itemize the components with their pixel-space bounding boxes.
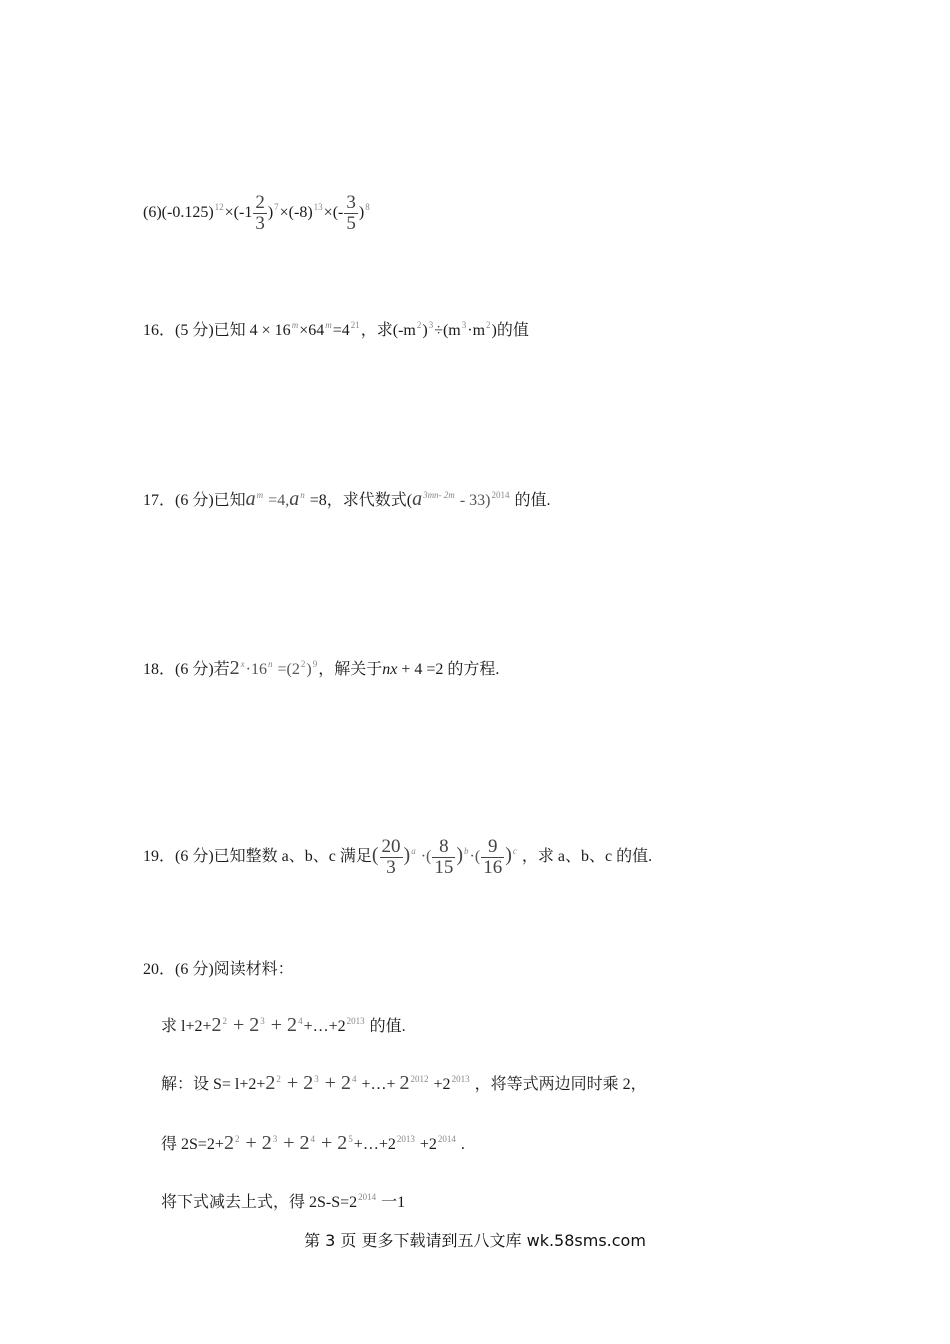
text: ·16 — [245, 661, 267, 678]
exponent: x — [240, 659, 245, 669]
text: - 33) — [455, 492, 491, 509]
paren: ( — [371, 844, 379, 867]
exponent: 2 — [300, 659, 306, 669]
exponent: 3mn- 2m — [423, 490, 455, 500]
text: 20．(6 分)阅读材料： — [143, 961, 294, 978]
text: ，解关于 — [318, 661, 383, 678]
exponent: 3 — [314, 1074, 319, 1084]
text: =4 — [332, 322, 350, 339]
text: ×(-1 — [224, 204, 253, 222]
text: 一1 — [377, 1194, 406, 1211]
variable: a — [289, 488, 300, 510]
text: 将下式减去上式，得 2S-S=2 — [161, 1194, 358, 1211]
exponent: b — [464, 846, 469, 857]
fraction — [344, 193, 358, 234]
text: +…+2 — [353, 1136, 396, 1153]
text: ，求 a、b、c 的值. — [517, 848, 653, 866]
page-footer: 第 3 页 更多下载请到五八文库 wk.58sms.com — [304, 1231, 646, 1250]
term: + 2 — [281, 1072, 314, 1094]
numerator: 3 — [346, 192, 356, 213]
exponent: 7 — [274, 202, 279, 213]
exponent: a — [411, 846, 416, 857]
text: ·( — [469, 848, 481, 866]
question-18 — [143, 658, 499, 680]
term: + 2 — [316, 1132, 348, 1154]
exponent: 2014 — [437, 1134, 456, 1144]
exponent: 2 — [234, 1134, 240, 1144]
text: 解：设 S= l+2+ — [161, 1076, 266, 1093]
text: ÷(m — [434, 322, 461, 339]
text: . — [456, 1136, 465, 1153]
fraction — [380, 837, 403, 878]
exponent: 21 — [350, 320, 360, 330]
text: 17．(6 分)已知 — [143, 492, 246, 509]
exponent: c — [512, 846, 517, 857]
exponent: m — [291, 320, 299, 330]
exponent: 5 — [348, 1134, 353, 1144]
numerator: 9 — [487, 836, 498, 857]
question-17 — [143, 489, 550, 511]
text: 16．(5 分)已知 4 × 16 — [143, 322, 291, 339]
exponent: n — [268, 659, 273, 669]
variable: nx — [382, 661, 398, 678]
text: +2 — [415, 1136, 437, 1153]
text: +…+ — [357, 1076, 400, 1093]
exponent: 2012 — [410, 1074, 429, 1084]
numerator: 2 — [255, 192, 265, 213]
exponent: 2014 — [491, 490, 510, 500]
text: 的值. — [365, 1018, 406, 1035]
text: 19．(6 分)已知整数 a、b、c 满足 — [143, 848, 372, 866]
text: 求 l+2+ — [161, 1018, 212, 1035]
exponent: 3 — [272, 1134, 278, 1144]
exponent: m — [325, 320, 332, 330]
question-20-step-4 — [161, 1193, 405, 1213]
text: +2 — [429, 1076, 451, 1093]
exponent: 9 — [312, 659, 318, 669]
exponent: 4 — [298, 1016, 303, 1026]
text: ) — [422, 322, 428, 339]
text: ，求(-m — [360, 322, 416, 339]
term: + 2 — [278, 1132, 310, 1154]
term: + 2 — [319, 1072, 351, 1094]
text: ×64 — [299, 322, 325, 339]
text: + 4 =2 的方程. — [397, 661, 500, 678]
exponent: 2013 — [396, 1134, 415, 1144]
fraction — [481, 837, 504, 878]
question-20-step-2 — [161, 1073, 647, 1095]
paren: ) — [456, 844, 464, 867]
question-20-title — [143, 960, 294, 980]
numerator: 20 — [381, 836, 401, 857]
exponent: 2 — [276, 1074, 281, 1084]
term: 2 — [265, 1072, 276, 1094]
text: +…+2 — [303, 1018, 346, 1035]
text: ·( — [416, 848, 432, 866]
text: (6)(-0.125) — [143, 204, 214, 222]
text: ，将等式两边同时乘 2， — [470, 1076, 647, 1093]
question-20-step-1 — [161, 1015, 406, 1037]
exponent: n — [300, 490, 305, 500]
exponent: 2013 — [451, 1074, 470, 1084]
denominator: 15 — [434, 857, 454, 878]
term: 2 — [399, 1072, 410, 1094]
exponent: 3 — [461, 320, 467, 330]
exponent: 3 — [428, 320, 434, 330]
text: =8，求代数式( — [305, 492, 413, 509]
term: 2 — [223, 1132, 234, 1154]
text: ×(-8) — [279, 204, 313, 222]
text: ) — [267, 204, 274, 222]
text: ) — [306, 661, 312, 678]
variable: a — [245, 488, 256, 510]
term: + 2 — [228, 1014, 260, 1036]
exponent: 4 — [351, 1074, 357, 1084]
exponent: 4 — [310, 1134, 316, 1144]
term: + 2 — [265, 1014, 298, 1036]
exponent: 2013 — [346, 1016, 365, 1026]
text: =4, — [264, 492, 290, 509]
base: 2 — [229, 657, 240, 679]
exponent: 12 — [214, 202, 224, 213]
paren: ) — [403, 844, 411, 867]
text: =(2 — [273, 661, 300, 678]
numerator: 8 — [439, 836, 449, 857]
text: ·m — [467, 322, 486, 339]
exponent: 3 — [260, 1016, 265, 1026]
exponent: 13 — [313, 202, 323, 213]
exponent: 8 — [365, 202, 370, 213]
exponent: 2 — [222, 1016, 227, 1026]
text: )的值 — [491, 322, 529, 339]
exponent: m — [256, 490, 264, 500]
question-19 — [143, 837, 652, 878]
exponent: 2 — [486, 320, 491, 330]
exponent: 2 — [416, 320, 422, 330]
paren: ) — [505, 844, 512, 867]
text: ×(- — [323, 204, 344, 222]
text: ) — [358, 204, 365, 222]
term: + 2 — [240, 1132, 272, 1154]
question-20-step-3 — [161, 1133, 465, 1155]
text: 18．(6 分)若 — [143, 661, 230, 678]
q15-part6 — [143, 193, 371, 234]
text: 得 2S=2+ — [161, 1136, 224, 1153]
variable: a — [412, 488, 423, 510]
denominator: 5 — [346, 213, 356, 234]
denominator: 3 — [255, 213, 265, 234]
fraction — [432, 837, 455, 878]
text: 的值. — [510, 492, 551, 509]
exponent: 2014 — [358, 1192, 377, 1202]
denominator: 16 — [483, 857, 503, 878]
question-16 — [143, 321, 529, 341]
fraction — [253, 193, 267, 234]
denominator: 3 — [386, 857, 396, 878]
term: 2 — [211, 1014, 222, 1036]
